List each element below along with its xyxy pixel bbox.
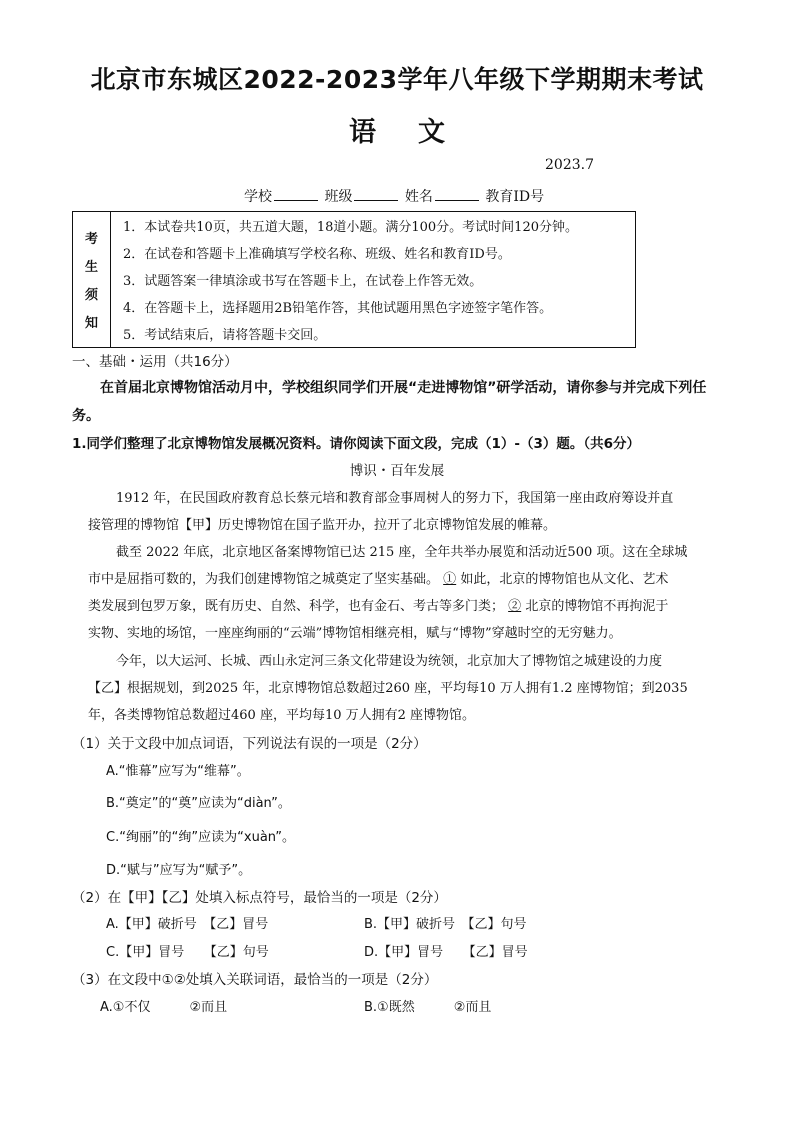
section-intro-cont: 务。 (72, 408, 100, 424)
option: B.【甲】破折号 【乙】句号 (364, 917, 527, 932)
option: B.①既然 ②而且 (364, 1000, 492, 1015)
sub-question-1-stem: （1）关于文段中加点词语，下列说法有误的一项是（2分） (72, 736, 427, 752)
option: C.“绚丽”的“绚”应读为“xuàn”。 (106, 830, 296, 845)
passage-text: 北京的博物馆不再拘泥于 (525, 599, 669, 614)
option: D.“赋与”应写为“赋予”。 (106, 863, 252, 878)
school-blank (274, 188, 318, 201)
notice-side-char: 考 (84, 232, 98, 247)
option: A.①不仅 ②而且 (100, 1000, 228, 1015)
blank-1-marker: ① (443, 572, 457, 587)
passage-line: 截至 2022 年底，北京地区备案博物馆已达 215 座，全年共举办展览和活动近500 项。这在全球城 (116, 545, 688, 560)
option: A.“惟幕”应写为“维幕”。 (106, 764, 250, 779)
passage-text: 如此，北京的博物馆也从文化、艺术 (460, 572, 669, 587)
notice-rule: 2．在试卷和答题卡上准确填写学校名称、班级、姓名和教育ID号。 (123, 247, 511, 262)
exam-notice-box (72, 211, 636, 348)
school-label: 学校 (244, 189, 272, 205)
name-blank (435, 188, 479, 201)
notice-rule: 3．试题答案一律填涂或书写在答题卡上，在试卷上作答无效。 (123, 274, 483, 289)
passage-line: 【乙】根据规划，到2025 年，北京博物馆总数超过260 座，平均每10 万人拥有1.2 座博物馆；到2035 (88, 681, 688, 696)
id-label: 教育ID号 (485, 189, 545, 205)
passage-line: 1912 年，在民国政府教育总长蔡元培和教育部佥事周树人的努力下，我国第一座由政府筹设并直 (116, 491, 674, 506)
notice-side-char: 生 (84, 260, 98, 275)
exam-title: 北京市东城区2022-2023学年八年级下学期期末考试 (90, 65, 704, 94)
notice-side-char: 须 (84, 288, 98, 303)
subject-title: 语文 (349, 117, 487, 148)
class-blank (354, 188, 398, 201)
notice-side-label (73, 212, 111, 347)
sub-question-2-stem: （2）在【甲】【乙】处填入标点符号，最恰当的一项是（2分） (72, 890, 447, 906)
sub-question-3-stem: （3）在文段中①②处填入关联词语，最恰当的一项是（2分） (72, 972, 438, 988)
blank-2-marker: ② (508, 599, 522, 614)
passage-text: 类发展到包罗万象，既有历史、自然、科学，也有金石、考古等多门类； (88, 599, 505, 614)
passage-line (88, 595, 668, 614)
section-intro: 在首届北京博物馆活动月中，学校组织同学们开展“走进博物馆”研学活动，请你参与并完成下列任 (100, 380, 707, 396)
passage-line: 接管理的博物馆【甲】历史博物馆在国子监开办，拉开了北京博物馆发展的帷幕。 (88, 518, 557, 533)
student-info-line (244, 186, 544, 206)
passage-line: 今年，以大运河、长城、西山永定河三条文化带建设为统领，北京加大了博物馆之城建设的力度 (116, 654, 663, 669)
notice-rule: 4．在答题卡上，选择题用2B铅笔作答，其他试题用黑色字迹签字笔作答。 (123, 301, 553, 316)
option: A.【甲】破折号 【乙】冒号 (106, 917, 269, 932)
section-heading: 一、基础・运用（共16分） (72, 354, 238, 370)
notice-rule: 5．考试结束后，请将答题卡交回。 (123, 328, 327, 343)
exam-date: 2023.7 (545, 157, 594, 173)
class-label: 班级 (324, 189, 353, 205)
question-1-stem: 1.同学们整理了北京博物馆发展概况资料。请你阅读下面文段，完成（1）-（3）题。（共6分） (72, 436, 641, 452)
passage-title: 博识・百年发展 (349, 463, 445, 479)
passage-line: 年，各类博物馆总数超过460 座，平均每10 万人拥有2 座博物馆。 (88, 708, 476, 723)
option: D.【甲】冒号 【乙】冒号 (364, 945, 528, 960)
passage-text: 市中是屈指可数的，为我们创建博物馆之城奠定了坚实基础。 (88, 572, 440, 587)
option: C.【甲】冒号 【乙】句号 (106, 945, 269, 960)
notice-rule: 1．本试卷共10页，共五道大题，18道小题。满分100分。考试时间120分钟。 (123, 220, 578, 235)
passage-line (88, 568, 668, 587)
passage-line: 实物、实地的场馆，一座座绚丽的“云端”博物馆相继亮相，赋与“博物”穿越时空的无穷魅力。 (88, 626, 622, 641)
option: B.“奠定”的“奠”应读为“diàn”。 (106, 796, 291, 811)
notice-side-char: 知 (84, 316, 98, 331)
name-label: 姓名 (404, 189, 433, 205)
